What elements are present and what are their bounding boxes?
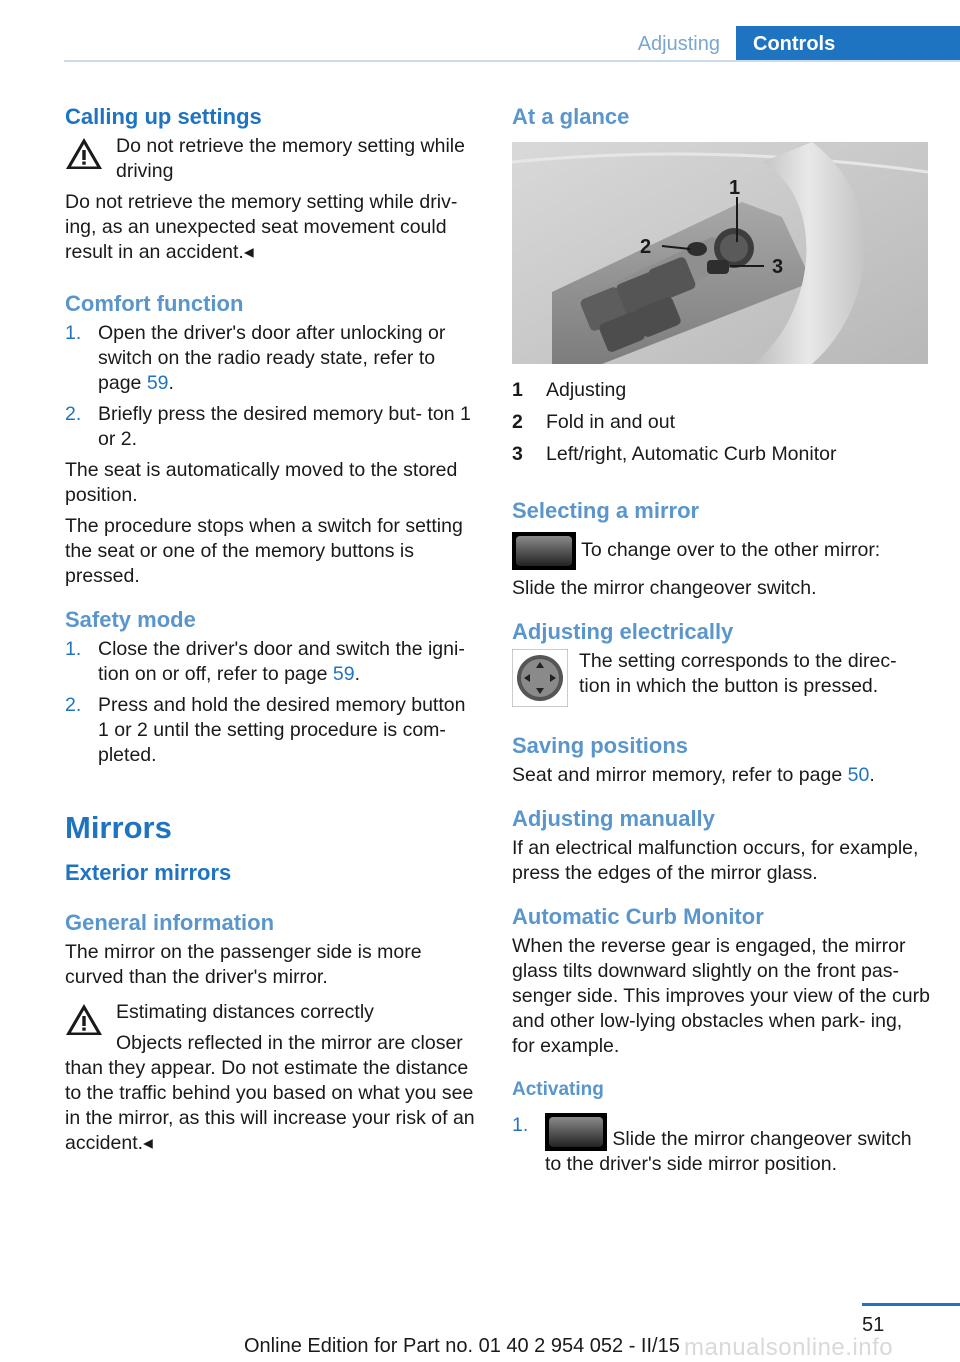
- list-item: [65, 693, 478, 768]
- legend-number: 3: [512, 443, 523, 465]
- warning-body: Objects reflected in the mirror are closer than they appear. Do not estimate the distance to the traffic behind you based on what you see in the mirror, as this will increase your risk of an accident.◂: [65, 1032, 475, 1154]
- mirrors-heading: Mirrors: [65, 810, 172, 845]
- warning-estimating-distances: [65, 1000, 478, 1025]
- mirror-changeover-switch-icon: [512, 532, 576, 570]
- adjusting-manually-text: If an electrical malfunction occurs, for example, press the edges of the mirror glass.: [512, 837, 919, 884]
- at-a-glance-heading: At a glance: [512, 104, 630, 129]
- step-text: Briefly press the desired memory but- ton 1 or 2.: [98, 403, 471, 450]
- legend-number: 1: [512, 379, 523, 401]
- step-number: 1.: [65, 638, 82, 660]
- photo-legend: [512, 374, 930, 470]
- saving-positions-heading: Saving positions: [512, 733, 689, 758]
- header-chapter-tab: Controls: [736, 26, 960, 62]
- warning-triangle-icon: [65, 1002, 103, 1036]
- curb-monitor-heading: Automatic Curb Monitor: [512, 904, 764, 929]
- list-item: [512, 374, 930, 406]
- safety-mode-heading: Safety mode: [65, 607, 196, 632]
- selecting-text-2: Slide the mirror changeover switch.: [512, 577, 817, 599]
- list-item: [65, 321, 478, 396]
- selecting-text-1: To change over to the other mirror:: [581, 539, 881, 562]
- legend-text: Left/right, Automatic Curb Monitor: [546, 443, 837, 465]
- warning-memory-while-driving: [65, 134, 478, 184]
- legend-number: 2: [512, 411, 523, 433]
- mirror-changeover-switch-icon: [545, 1113, 607, 1151]
- step-number: 1.: [512, 1114, 529, 1136]
- general-info-heading: General information: [65, 910, 275, 935]
- calling-up-heading: Calling up settings: [65, 104, 262, 129]
- step-text: Press and hold the desired memory button 1 or 2 until the setting procedure is com- pleted.: [98, 694, 466, 766]
- comfort-function-heading: Comfort function: [65, 291, 244, 316]
- page-link[interactable]: 50: [847, 764, 870, 786]
- curb-monitor-text: When the reverse gear is engaged, the mirror glass tilts downward slightly on the front pas- senger side. This improves your view of the curb and other low-lying obstacles when park- ing, for example.: [512, 935, 930, 1057]
- step-text: Slide the mirror changeover switch to the driver's side mirror position.: [545, 1128, 912, 1175]
- adjusting-manually-heading: Adjusting manually: [512, 806, 715, 831]
- step-number: 1.: [65, 322, 82, 344]
- step-number: 2.: [65, 403, 82, 425]
- legend-text: Adjusting: [546, 379, 627, 401]
- page-link[interactable]: 59: [146, 372, 169, 394]
- comfort-para-2: The procedure stops when a switch for setting the seat or one of the memory buttons is pressed.: [65, 515, 463, 587]
- safety-steps: [65, 637, 478, 768]
- selecting-mirror-heading: Selecting a mirror: [512, 498, 700, 523]
- adjusting-electrically-heading: Adjusting electrically: [512, 619, 734, 644]
- warning-body: Do not retrieve the memory setting while driv- ing, as an unexpected seat movement could result in an accident.◂: [65, 191, 458, 263]
- step-text: Close the driver's door and switch the igni- tion on or off, refer to page: [98, 638, 465, 685]
- page-number: 51: [862, 1314, 885, 1336]
- list-item: [65, 402, 478, 452]
- exterior-mirrors-heading: Exterior mirrors: [65, 860, 232, 885]
- legend-text: Fold in and out: [546, 411, 676, 433]
- list-item: [512, 1113, 930, 1177]
- header-divider: [64, 60, 960, 62]
- punctuation: .: [869, 764, 875, 786]
- warning-triangle-icon: [65, 136, 103, 170]
- header-section-label: Adjusting: [637, 33, 720, 55]
- punctuation: .: [168, 372, 174, 394]
- general-info-text: The mirror on the passenger side is more curved than the driver's mirror.: [65, 941, 422, 988]
- door-switch-photo: [512, 142, 928, 364]
- right-column: [512, 100, 930, 1177]
- left-column: [65, 100, 478, 1156]
- adjusting-electrically-block: [512, 649, 930, 709]
- list-item: [512, 438, 930, 470]
- step-text: Open the driver's door after unlocking or switch on the radio ready state, refer to page: [98, 322, 446, 394]
- activating-heading: Activating: [512, 1079, 604, 1100]
- photo-callout-1: 1: [729, 177, 741, 199]
- comfort-para-1: The seat is automatically moved to the stored position.: [65, 459, 458, 506]
- punctuation: .: [354, 663, 361, 685]
- edition-line: Online Edition for Part no. 01 40 2 954 052 - II/15: [244, 1335, 680, 1357]
- page-link[interactable]: 59: [332, 663, 355, 685]
- photo-callout-3: 3: [772, 256, 784, 278]
- warning-title: Do not retrieve the memory setting while driving: [116, 135, 465, 182]
- adjusting-electrically-text: The setting corresponds to the direc- tion in which the button is pressed.: [579, 650, 897, 697]
- photo-callout-2: 2: [640, 236, 652, 258]
- mirror-adjust-button-icon: [512, 649, 568, 707]
- comfort-steps: [65, 321, 478, 452]
- step-number: 2.: [65, 694, 82, 716]
- watermark: manualsonline.info: [684, 1334, 894, 1361]
- warning-title: Estimating distances correctly: [116, 1001, 374, 1023]
- saving-text: Seat and mirror memory, refer to page: [512, 764, 848, 786]
- list-item: [512, 406, 930, 438]
- list-item: [65, 637, 478, 687]
- footer-divider: [862, 1303, 960, 1306]
